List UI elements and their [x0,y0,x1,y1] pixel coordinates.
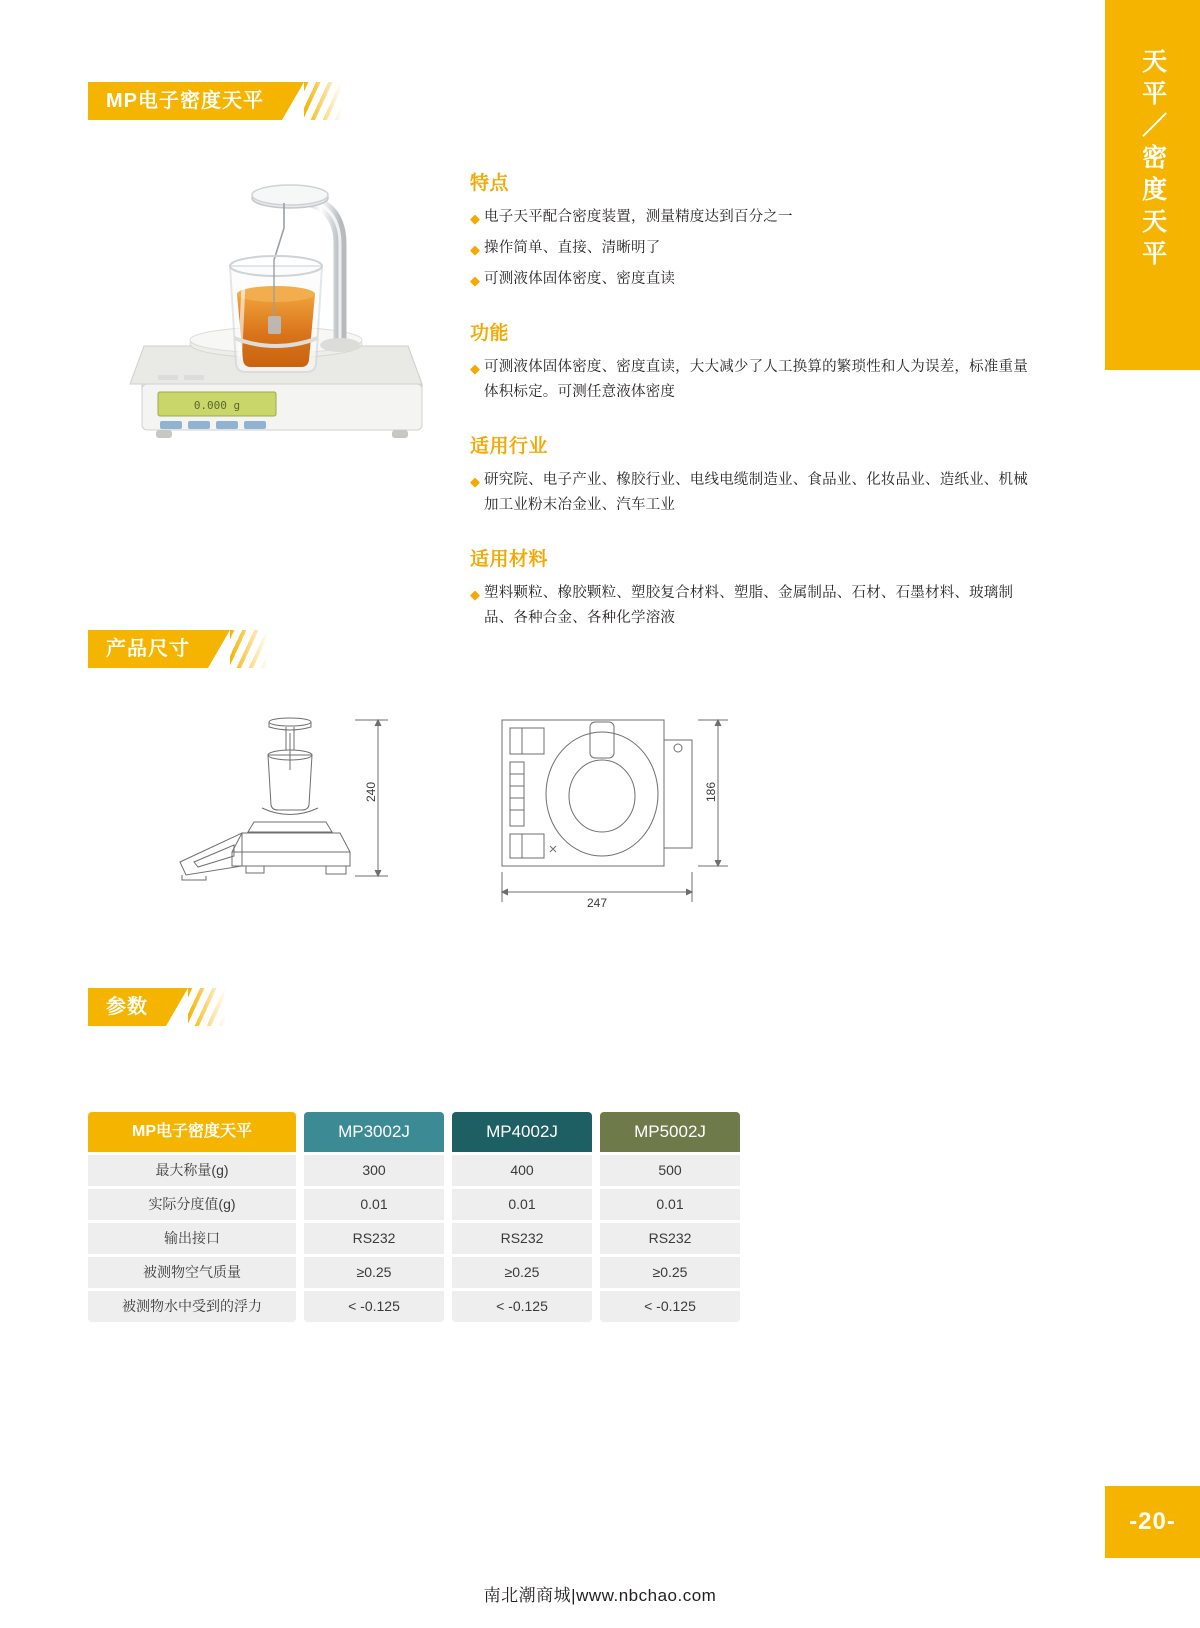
bullet-icon: ◆ [470,361,481,376]
feature-text: 操作简单、直接、清晰明了 [484,240,661,256]
features-heading-2: 适用行业 [470,436,549,457]
feature-item [470,468,1030,518]
features-panel [470,168,1030,637]
row-value: ≥0.25 [452,1257,592,1288]
table-row [88,1291,748,1322]
dimension-width-label: 247 [587,896,608,910]
table-row [88,1155,748,1186]
row-value: 400 [452,1155,592,1186]
feature-text: 研究院、电子产业、橡胶行业、电线电缆制造业、食品业、化妆品业、造纸业、机械加工业粉末冶金业、汽车工业 [484,472,1028,513]
bullet-icon: ◆ [470,211,481,226]
row-value: < -0.125 [304,1291,444,1322]
bullet-icon: ◆ [470,474,481,489]
feature-item [470,581,1030,631]
parameters-table [88,1112,748,1325]
banner-slant [166,988,188,1026]
product-title-label: MP电子密度天平 [88,82,282,120]
feature-item [470,205,1030,230]
bullet-icon: ◆ [470,273,481,288]
parameters-banner-label: 参数 [88,988,166,1026]
banner-slant [282,82,304,120]
table-header-name: MP电子密度天平 [88,1112,296,1152]
table-header-model-1: MP3002J [304,1112,444,1152]
table-header-model-3: MP5002J [600,1112,740,1152]
side-tab-body [1105,0,1200,320]
table-row [88,1257,748,1288]
dimension-drawings [150,700,850,920]
banner-stripes-icon [188,988,228,1026]
feature-item [470,267,1030,292]
svg-text:0.000 g: 0.000 g [193,399,241,412]
feature-item [470,236,1030,261]
dimension-height-label: 240 [364,782,378,803]
row-label: 最大称量(g) [88,1155,296,1186]
parameters-banner [88,988,228,1026]
row-label: 被测物空气质量 [88,1257,296,1288]
bullet-icon: ◆ [470,242,481,257]
side-tab-label: 天平／密度天平 [1138,48,1167,272]
row-value: ≥0.25 [600,1257,740,1288]
features-heading-0: 特点 [470,173,510,194]
product-photo [108,148,448,488]
dimension-depth-label: 186 [704,782,718,803]
row-value: RS232 [600,1223,740,1254]
table-row [88,1189,748,1220]
feature-text: 可测液体固体密度、密度直读 [484,271,676,287]
feature-text: 电子天平配合密度装置，测量精度达到百分之一 [484,209,793,225]
row-value: ≥0.25 [304,1257,444,1288]
banner-stripes-icon [230,630,270,668]
dimensions-banner [88,630,270,668]
row-value: 300 [304,1155,444,1186]
row-label: 被测物水中受到的浮力 [88,1291,296,1322]
side-tab [1105,0,1200,370]
row-value: 0.01 [452,1189,592,1220]
page-number-badge: -20- [1105,1486,1200,1558]
feature-item [470,355,1030,405]
table-header-row [88,1112,748,1152]
features-heading-3: 适用材料 [470,549,549,570]
row-value: < -0.125 [452,1291,592,1322]
side-tab-notch [1105,320,1200,370]
feature-text: 可测液体固体密度、密度直读，大大减少了人工换算的繁琐性和人为误差，标准重量体积标定。可测任意液体密度 [484,359,1028,400]
table-row [88,1223,748,1254]
dimensions-banner-label: 产品尺寸 [88,630,208,668]
row-value: 500 [600,1155,740,1186]
table-header-model-2: MP4002J [452,1112,592,1152]
row-value: RS232 [304,1223,444,1254]
footer-text: 南北潮商城|www.nbchao.com [483,1586,717,1605]
row-value: 0.01 [304,1189,444,1220]
features-heading-1: 功能 [470,323,510,344]
row-label: 实际分度值(g) [88,1189,296,1220]
bullet-icon: ◆ [470,587,481,602]
row-label: 输出接口 [88,1223,296,1254]
feature-text: 塑料颗粒、橡胶颗粒、塑胶复合材料、塑脂、金属制品、石材、石墨材料、玻璃制品、各种合金、各种化学溶液 [484,585,1014,626]
row-value: < -0.125 [600,1291,740,1322]
banner-slant [208,630,230,668]
product-title-banner [88,82,344,120]
row-value: RS232 [452,1223,592,1254]
banner-stripes-icon [304,82,344,120]
row-value: 0.01 [600,1189,740,1220]
